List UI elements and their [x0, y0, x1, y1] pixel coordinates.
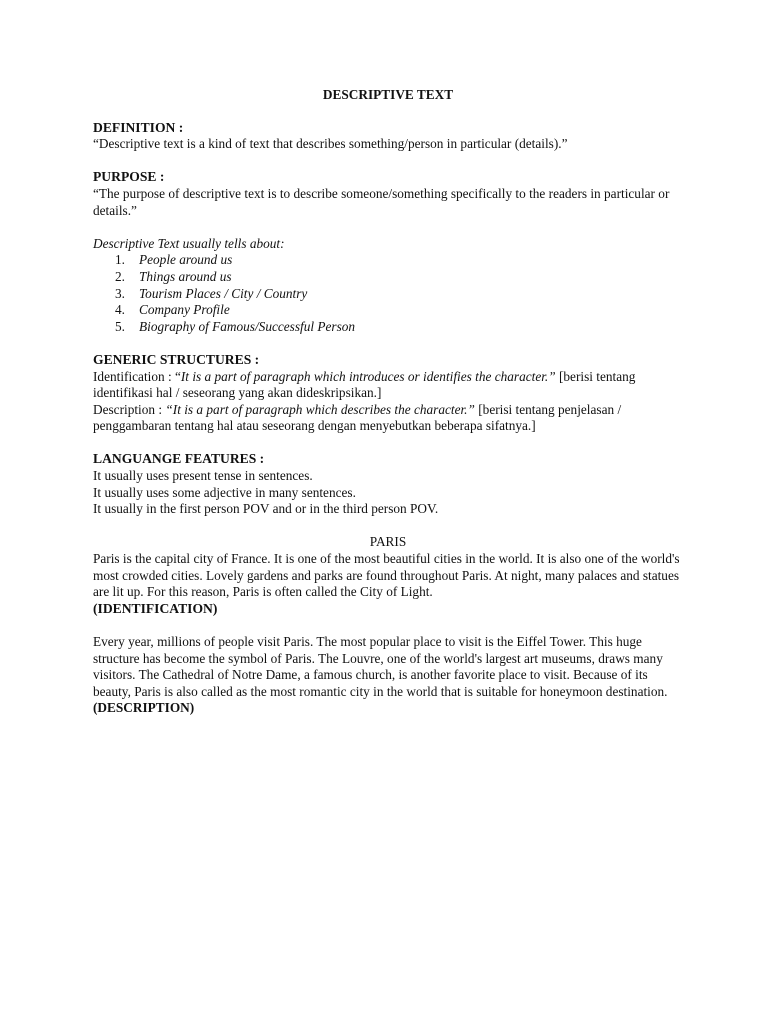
- list-item-label: Company Profile: [139, 302, 230, 318]
- list-item-number: 5.: [115, 318, 125, 334]
- list-item: [93, 302, 683, 319]
- document-body: [93, 87, 683, 717]
- purpose-heading: PURPOSE :: [93, 169, 165, 185]
- list-item-number: 3.: [115, 285, 125, 301]
- example-paragraph-identification: Paris is the capital city of France. It is one of the most beautiful cities in the world. It is also one of the world's most crowded cities. Lovely gardens and parks are found throughout Paris. At night, many palaces and statues are lit up. For this reason, Paris is often called the City of Light.: [93, 551, 680, 600]
- language-features-heading: LANGUANGE FEATURES :: [93, 451, 265, 467]
- tells-about-intro: Descriptive Text usually tells about:: [93, 235, 285, 251]
- purpose-text: “The purpose of descriptive text is to describe someone/something specifically to the readers in particular or details.”: [93, 185, 670, 218]
- list-item: [93, 319, 683, 336]
- list-item-number: 2.: [115, 268, 125, 284]
- spacer: [93, 518, 683, 535]
- description-definition: “It is a part of paragraph which describes the character.”: [165, 401, 475, 417]
- spacer: [93, 335, 683, 352]
- description-label: Description :: [93, 401, 166, 417]
- language-feature-line: It usually uses present tense in sentences.: [93, 468, 313, 484]
- description-paragraph: [93, 402, 683, 435]
- language-feature-line: It usually in the first person POV and or in the third person POV.: [93, 501, 439, 517]
- list-item-label: People around us: [139, 252, 233, 268]
- identification-definition: It is a part of paragraph which introduces or identifies the character.”: [180, 368, 556, 384]
- spacer: [93, 219, 683, 236]
- definition-heading: DEFINITION :: [93, 119, 184, 135]
- list-item: [93, 252, 683, 269]
- description-tag: (DESCRIPTION): [93, 700, 195, 716]
- language-feature-line: It usually uses some adjective in many sentences.: [93, 484, 356, 500]
- generic-structures-heading: GENERIC STRUCTURES :: [93, 351, 260, 367]
- identification-note: [berisi tentang identifikasi hal / seseorang yang akan dideskripsikan.]: [93, 368, 636, 401]
- list-item-number: 1.: [115, 252, 125, 268]
- description-note: [berisi tentang penjelasan / penggambaran tentang hal atau seseorang dengan menyebutkan beberapa sifatnya.]: [93, 401, 622, 434]
- spacer: [93, 617, 683, 634]
- example-paragraph-description: [93, 634, 683, 717]
- spacer: [93, 435, 683, 452]
- spacer: [93, 153, 683, 170]
- list-item: [93, 286, 683, 303]
- definition-text: “Descriptive text is a kind of text that describes something/person in particular (details).”: [93, 136, 568, 152]
- identification-tag: (IDENTIFICATION): [93, 600, 218, 616]
- list-item-label: Biography of Famous/Successful Person: [139, 318, 356, 334]
- list-item: [93, 269, 683, 286]
- list-item-label: Things around us: [139, 268, 232, 284]
- list-item-label: Tourism Places / City / Country: [139, 285, 308, 301]
- example-title: PARIS: [369, 534, 407, 550]
- tells-about-list: [93, 252, 683, 335]
- identification-paragraph: [93, 369, 683, 402]
- document-title: DESCRIPTIVE TEXT: [322, 87, 454, 102]
- list-item-number: 4.: [115, 302, 125, 318]
- identification-label: Identification : “: [93, 368, 181, 384]
- description-paragraph-text: Every year, millions of people visit Paris. The most popular place to visit is the Eiffel Tower. This huge structure has become the symbol of Paris. The Louvre, one of the world's largest art museums, draws many visitors. The Cathedral of Notre Dame, a famous church, is another favorite place to visit. Because of its beauty, Paris is also called as the most romantic city in the world that is suitable for honeymoon destination.: [93, 634, 668, 699]
